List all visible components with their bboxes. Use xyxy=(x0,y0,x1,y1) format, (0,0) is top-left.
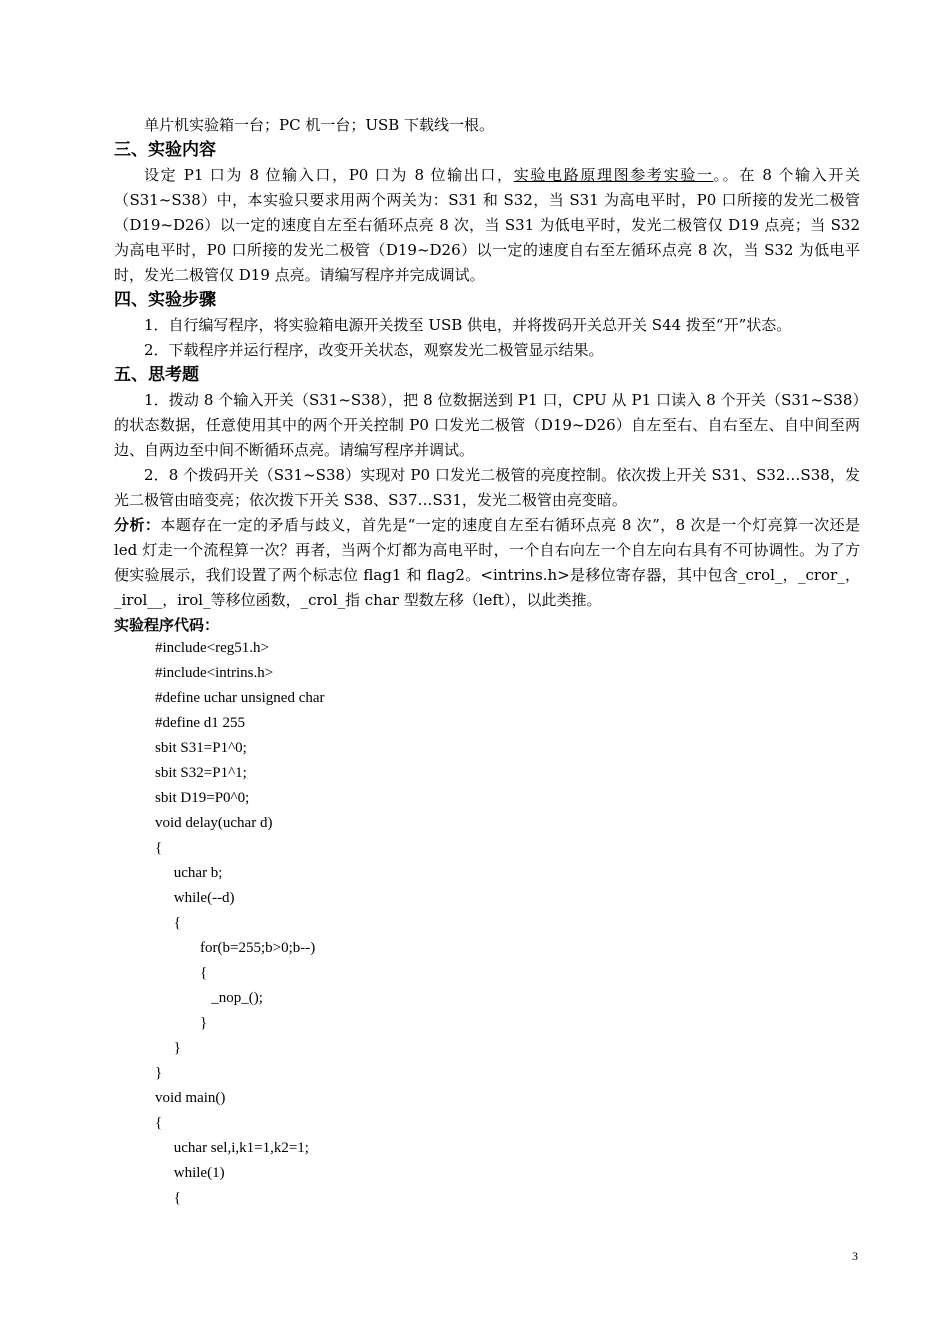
code-line: #include<reg51.h> xyxy=(155,640,269,656)
circuit-reference-link: 实验电路原理图参考实验一 xyxy=(513,166,714,184)
code-line: { xyxy=(155,915,181,931)
content-paragraph xyxy=(114,163,860,288)
code-line: sbit S32=P1^1; xyxy=(155,765,247,781)
code-line: void main() xyxy=(155,1090,226,1106)
code-line: sbit D19=P0^0; xyxy=(155,790,250,806)
code-line: _nop_(); xyxy=(155,990,263,1006)
code-line: #define uchar unsigned char xyxy=(155,690,325,706)
code-line: } xyxy=(155,1015,208,1031)
code-line: } xyxy=(155,1040,181,1056)
code-line: { xyxy=(155,840,163,856)
code-line: #define d1 255 xyxy=(155,715,245,731)
content-text-end: 。。在 8 个输入开关（S31~S38）中，本实验只要求用两个两关为：S31 和 S32，当 S31 为高电平时，P0 口所接的发光二极管（D19~D26）以一定的速度自左至右循环点亮 8 次，当 S31 为低电平时，发光二极管仅 D19 点亮；当 S32 为高电平时，P0 口所接的发光二极管（D19~D26）以一定的速度自右至左循环点亮 8 次，当 S32 为低电平时，发光二极管仅 D19 点亮。请编写程序并完成调试。 xyxy=(114,166,860,284)
code-line: #include<intrins.h> xyxy=(155,665,274,681)
question-item: 1．拨动 8 个输入开关（S31~S38），把 8 位数据送到 P1 口，CPU 从 P1 口读入 8 个开关（S31~S38）的状态数据，任意使用其中的两个开关控制 P0 口发光二极管（D19~D26）自左至右、自右至左、自中间至两边、自两边至中间不断循环点亮。请编写程序并调试。 xyxy=(114,391,860,459)
step-item: 2．下载程序并运行程序，改变开关状态，观察发光二极管显示结果。 xyxy=(144,341,604,359)
code-line: uchar b; xyxy=(155,865,223,881)
code-line: } xyxy=(155,1065,163,1081)
code-line: { xyxy=(155,1115,163,1131)
code-line: uchar sel,i,k1=1,k2=1; xyxy=(155,1140,309,1156)
document-body xyxy=(114,113,860,638)
equipment-line: 单片机实验箱一台；PC 机一台；USB 下载线一根。 xyxy=(144,116,495,134)
analysis-paragraph xyxy=(114,513,860,613)
code-line: void delay(uchar d) xyxy=(155,815,273,831)
analysis-label: 分析： xyxy=(114,516,161,534)
section-heading-steps: 四、实验步骤 xyxy=(114,290,216,310)
question-item: 2．8 个拨码开关（S31~S38）实现对 P0 口发光二极管的亮度控制。依次拨上开关 S31、S32…S38，发光二极管由暗变亮；依次拨下开关 S38、S37…S31，发光二极管由亮变暗。 xyxy=(114,466,860,509)
step-item: 1．自行编写程序，将实验箱电源开关拨至 USB 供电，并将拨码开关总开关 S44 拨至“开”状态。 xyxy=(144,316,792,334)
content-text-start: 设定 P1 口为 8 位输入口，P0 口为 8 位输出口， xyxy=(144,166,514,184)
code-line: for(b=255;b>0;b--) xyxy=(155,940,316,956)
section-heading-questions: 五、思考题 xyxy=(114,365,199,385)
code-line: sbit S31=P1^0; xyxy=(155,740,247,756)
page-number: 3 xyxy=(852,1249,858,1263)
code-heading: 实验程序代码： xyxy=(114,616,220,634)
analysis-text: 本题存在一定的矛盾与歧义，首先是“一定的速度自左至右循环点亮 8 次”，8 次是一个灯亮算一次还是 led 灯走一个流程算一次？再者，当两个灯都为高电平时，一个自右向左一个自左向右具有不可协调性。为了方便实验展示，我们设置了两个标志位 flag1 和 flag2。<intrins.h>是移位寄存器，其中包含_crol_，_cror_，_irol__，irol_等移位函数，_crol_指 char 型数左移（left），以此类推。 xyxy=(114,516,860,609)
section-heading-content: 三、实验内容 xyxy=(114,140,216,160)
code-line: { xyxy=(155,965,208,981)
code-line: while(--d) xyxy=(155,890,235,906)
code-line: { xyxy=(155,1190,181,1206)
code-listing xyxy=(155,636,325,1211)
code-line: while(1) xyxy=(155,1165,225,1181)
